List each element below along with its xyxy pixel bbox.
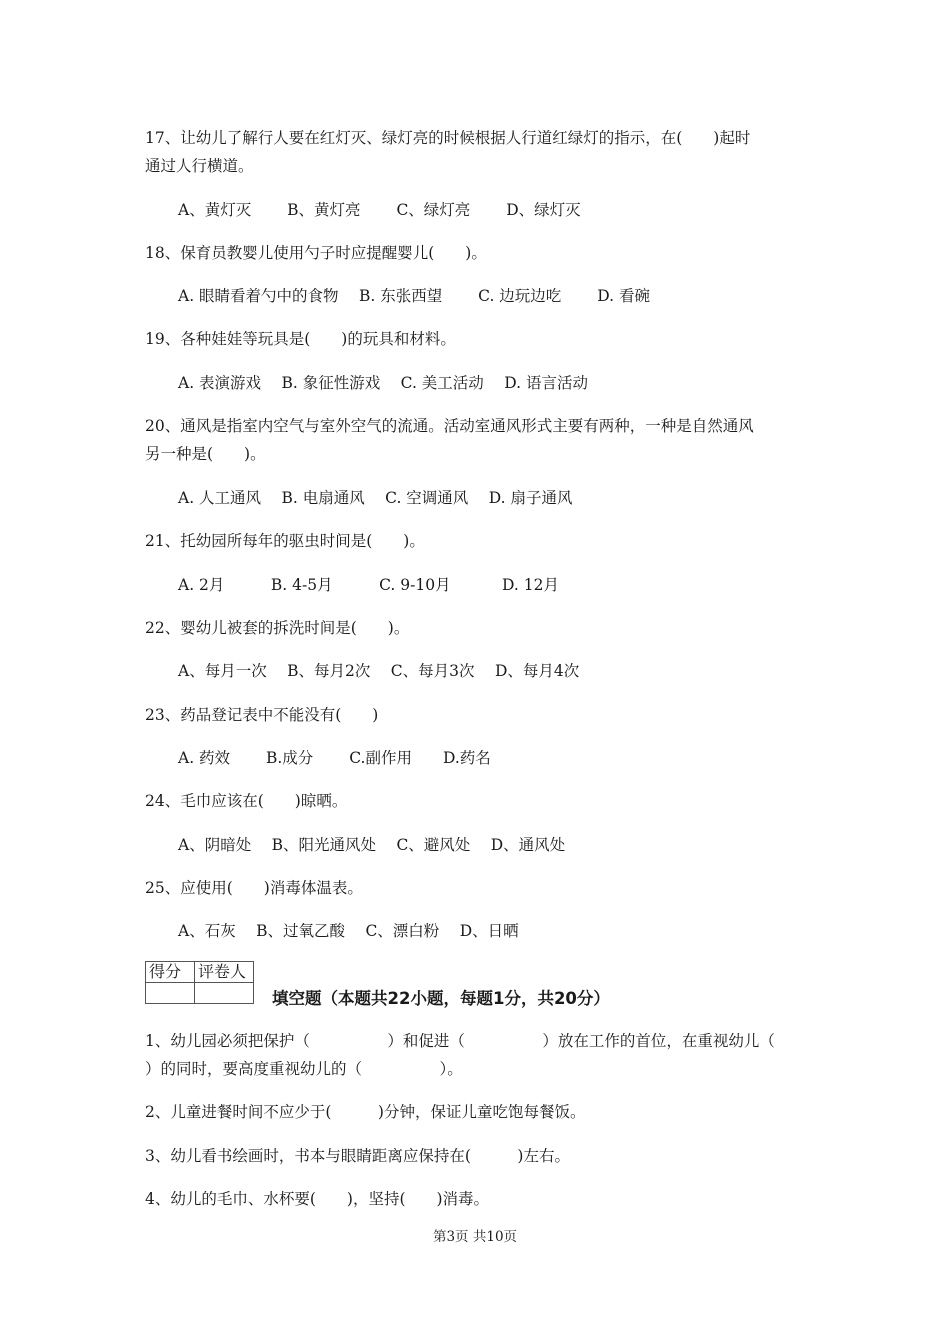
fill-question-4: 4、幼儿的毛巾、水杯要( )，坚持( )消毒。 — [145, 1190, 490, 1208]
fill-question-3: 3、幼儿看书绘画时，书本与眼睛距离应保持在( )左右。 — [145, 1147, 570, 1165]
question-21-options: A. 2月 B. 4-5月 C. 9-10月 D. 12月 — [178, 576, 559, 594]
page-footer: 第3页 共10页 — [432, 1229, 518, 1245]
question-23-line-1: 23、药品登记表中不能没有( ) — [145, 706, 379, 724]
question-21-line-1: 21、托幼园所每年的驱虫时间是( )。 — [145, 532, 425, 550]
section-title: 填空题（本题共22小题，每题1分，共20分） — [272, 989, 610, 1008]
fill-question-1-line-1: 1、幼儿园必须把保护（ ）和促进（ ）放在工作的首位，在重视幼儿（ — [145, 1032, 775, 1050]
question-24-line-1: 24、毛巾应该在( )晾晒。 — [145, 792, 348, 810]
question-20-options: A. 人工通风 B. 电扇通风 C. 空调通风 D. 扇子通风 — [178, 489, 573, 507]
score-box — [145, 961, 254, 1004]
question-25-options: A、石灰 B、过氧乙酸 C、漂白粉 D、日晒 — [178, 922, 519, 940]
question-17-line-2: 通过人行横道。 — [145, 157, 254, 175]
question-17-line-1: 17、让幼儿了解行人要在红灯灭、绿灯亮的时候根据人行道红绿灯的指示，在( )起时 — [145, 129, 751, 147]
score-cell — [146, 983, 195, 1004]
question-20-line-1: 20、通风是指室内空气与室外空气的流通。活动室通风形式主要有两种，一种是自然通风 — [145, 417, 754, 435]
score-header: 得分 — [146, 962, 195, 983]
question-22-line-1: 22、婴幼儿被套的拆洗时间是( )。 — [145, 619, 410, 637]
question-24-options: A、阴暗处 B、阳光通风处 C、避风处 D、通风处 — [178, 836, 566, 854]
question-23-options: A. 药效 B.成分 C.副作用 D.药名 — [178, 749, 491, 767]
question-17-options: A、黄灯灭 B、黄灯亮 C、绿灯亮 D、绿灯灭 — [178, 201, 581, 219]
grader-cell — [195, 983, 254, 1004]
question-18-line-1: 18、保育员教婴儿使用勺子时应提醒婴儿( )。 — [145, 244, 487, 262]
grader-header: 评卷人 — [195, 962, 254, 983]
fill-question-1-line-2: ）的同时，要高度重视幼儿的（ ）。 — [145, 1060, 463, 1078]
question-19-line-1: 19、各种娃娃等玩具是( )的玩具和材料。 — [145, 330, 456, 348]
question-18-options: A. 眼睛看着勺中的食物 B. 东张西望 C. 边玩边吃 D. 看碗 — [178, 287, 650, 305]
question-19-options: A. 表演游戏 B. 象征性游戏 C. 美工活动 D. 语言活动 — [178, 374, 588, 392]
question-22-options: A、每月一次 B、每月2次 C、每月3次 D、每月4次 — [178, 662, 580, 680]
fill-question-2: 2、儿童进餐时间不应少于( )分钟，保证儿童吃饱每餐饭。 — [145, 1103, 586, 1121]
question-25-line-1: 25、应使用( )消毒体温表。 — [145, 879, 363, 897]
question-20-line-2: 另一种是( )。 — [145, 445, 266, 463]
